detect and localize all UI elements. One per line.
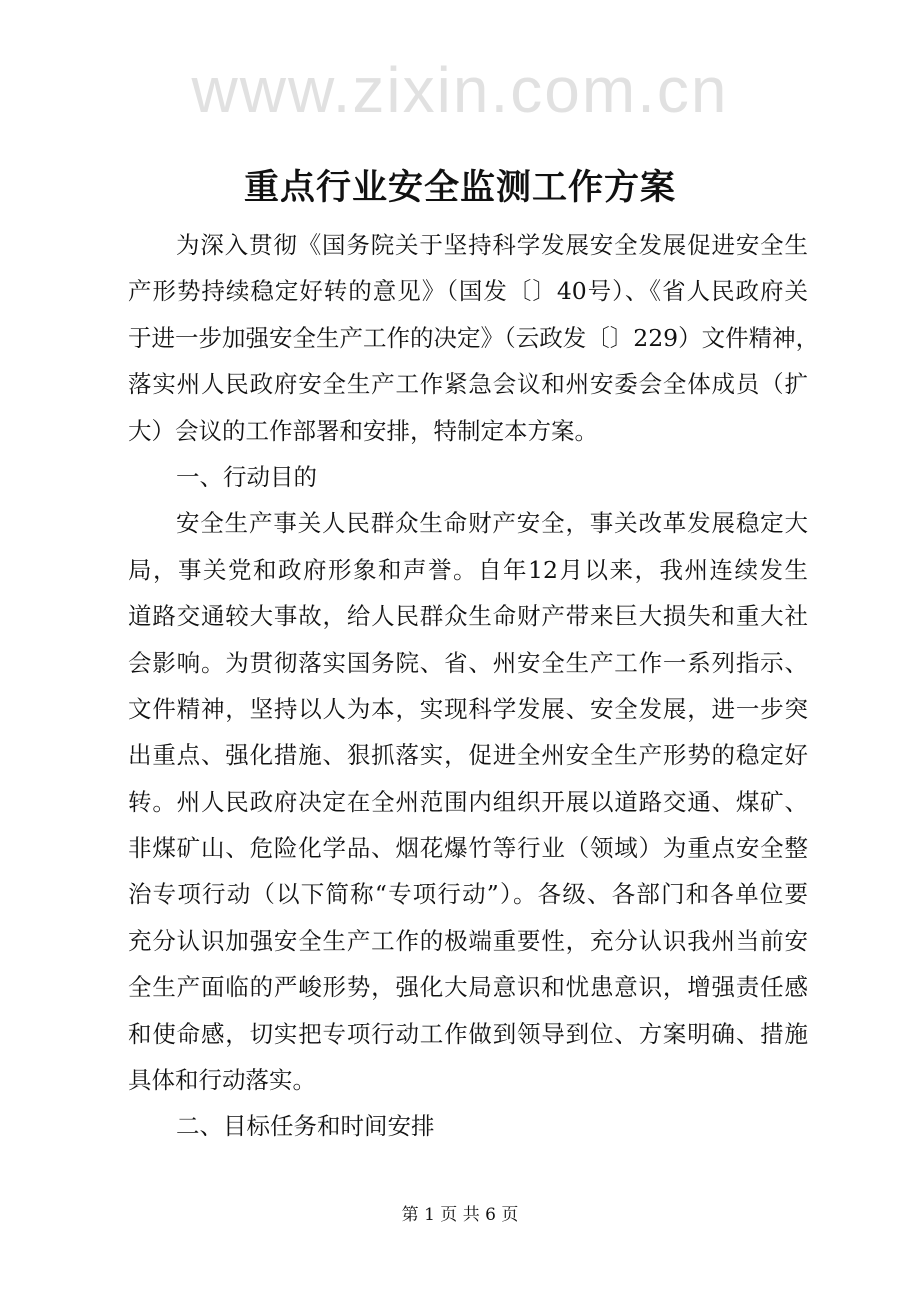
watermark: www.zixin.com.cn xyxy=(191,54,729,126)
text-line: 为深入贯彻《国务院关于坚持科学发展安全发展促进安全生 xyxy=(176,231,808,259)
text-line: 会影响。为贯彻落实国务院、省、州安全生产工作一系列指示、 xyxy=(128,648,808,677)
text-line: 于进一步加强安全生产工作的决定》（云政发〔〕229）文件精神， xyxy=(128,323,820,352)
text-line: 局，事关党和政府形象和声誉。自年12月以来，我州连续发生 xyxy=(128,555,808,584)
text-line: 道路交通较大事故，给人民群众生命财产带来巨大损失和重大社 xyxy=(128,602,808,631)
text-line: 落实州人民政府安全生产工作紧急会议和州安委会全体成员（扩 xyxy=(128,370,808,399)
text-line: 安全生产事关人民群众生命财产安全，事关改革发展稳定大 xyxy=(176,509,808,538)
text-line: 非煤矿山、危险化学品、烟花爆竹等行业（领域）为重点安全整 xyxy=(128,834,808,863)
text-line: 充分认识加强安全生产工作的极端重要性，充分认识我州当前安 xyxy=(128,926,808,955)
document-body xyxy=(128,222,820,1150)
text-line: 产形势持续稳定好转的意见》（国发〔〕40号）、《省人民政府关 xyxy=(128,277,808,306)
text-line: 大）会议的工作部署和安排，特制定本方案。 xyxy=(128,416,598,445)
text-line: 治专项行动（以下简称“专项行动”）。各级、各部门和各单位要 xyxy=(128,880,808,909)
text-line: 出重点、强化措施、狠抓落实，促进全州安全生产形势的稳定好 xyxy=(128,741,808,770)
text-line: 具体和行动落实。 xyxy=(128,1066,316,1095)
text-line: 文件精神，坚持以人为本，实现科学发展、安全发展，进一步突 xyxy=(128,694,808,723)
document-title: 重点行业安全监测工作方案 xyxy=(243,167,676,208)
text-line: 一、行动目的 xyxy=(176,462,317,491)
page-footer: 第 1 页 共 6 页 xyxy=(401,1205,519,1225)
text-line: 二、目标任务和时间安排 xyxy=(176,1112,435,1141)
text-line: 和使命感，切实把专项行动工作做到领导到位、方案明确、措施 xyxy=(128,1019,808,1048)
text-line: 全生产面临的严峻形势，强化大局意识和忧患意识，增强责任感 xyxy=(128,973,808,1002)
text-line: 转。州人民政府决定在全州范围内组织开展以道路交通、煤矿、 xyxy=(128,787,808,816)
